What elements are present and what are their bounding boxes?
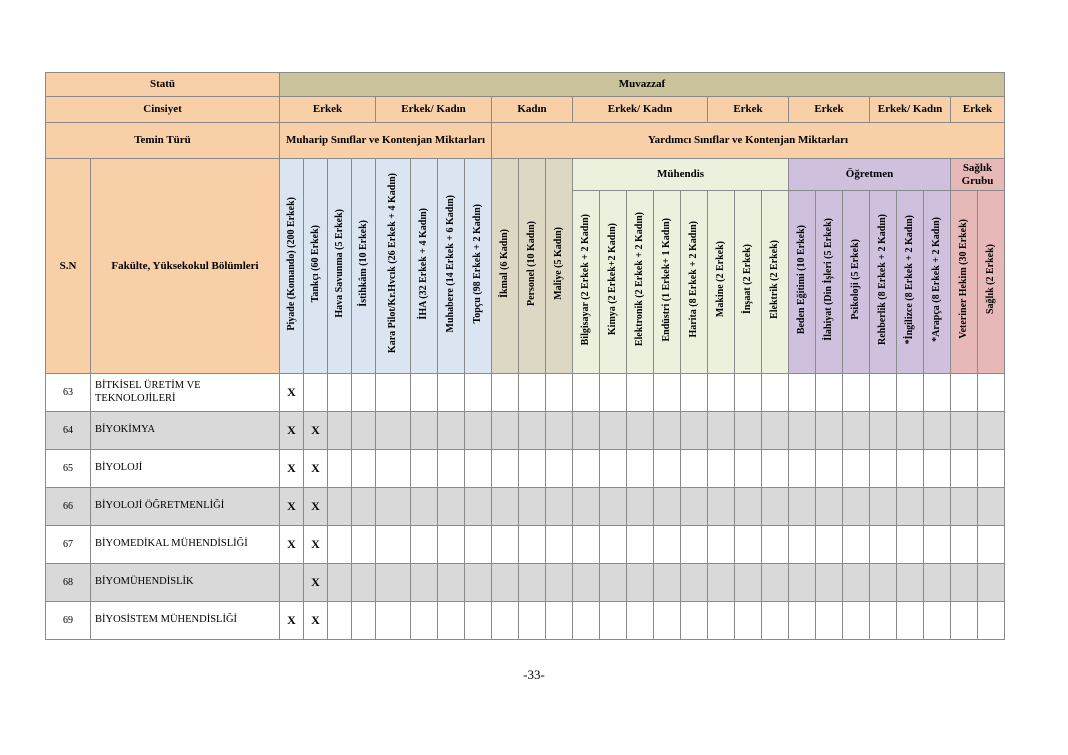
temin-label: Temin Türü (46, 123, 280, 159)
cinsiyet-group: Erkek (789, 97, 870, 123)
quota-cell (762, 450, 789, 488)
quota-cell (951, 602, 978, 640)
quota-cell (600, 412, 627, 450)
quota-cell (789, 526, 816, 564)
quota-cell (843, 450, 870, 488)
ogretmen-group-header: Öğretmen (789, 159, 951, 191)
column-header: Psikoloji (5 Erkek) (843, 191, 870, 374)
quota-cell (438, 488, 465, 526)
quota-cell (352, 564, 376, 602)
quota-cell (352, 374, 376, 412)
quota-cell (546, 412, 573, 450)
quota-cell (546, 564, 573, 602)
quota-cell (951, 450, 978, 488)
quota-cell (708, 602, 735, 640)
quota-cell (897, 374, 924, 412)
column-header: Personel (10 Kadın) (519, 159, 546, 374)
quota-cell (600, 564, 627, 602)
row-sn: 66 (46, 488, 91, 526)
row-sn: 68 (46, 564, 91, 602)
quota-cell (924, 450, 951, 488)
quota-cell (681, 374, 708, 412)
quota-cell (816, 412, 843, 450)
quota-cell (352, 450, 376, 488)
row-department: BİYOLOJİ ÖĞRETMENLİĞİ (91, 488, 280, 526)
quota-cell (951, 488, 978, 526)
quota-cell (411, 450, 438, 488)
table-row (46, 564, 1005, 602)
statu-value: Muvazzaf (280, 73, 1005, 97)
row-department: BİYOLOJİ (91, 450, 280, 488)
quota-cell (376, 488, 411, 526)
column-header: İkmal (6 Kadın) (492, 159, 519, 374)
quota-cell (376, 526, 411, 564)
quota-cell (328, 526, 352, 564)
quota-cell (681, 564, 708, 602)
quota-cell (708, 374, 735, 412)
quota-cell (735, 450, 762, 488)
column-header: Elektrik (2 Erkek) (762, 191, 789, 374)
table-row (46, 526, 1005, 564)
quota-cell (654, 412, 681, 450)
quota-cell (816, 564, 843, 602)
quota-cell (573, 488, 600, 526)
quota-cell (654, 526, 681, 564)
quota-cell (681, 602, 708, 640)
quota-cell (352, 602, 376, 640)
quota-cell (519, 488, 546, 526)
quota-cell (762, 374, 789, 412)
quota-cell (789, 374, 816, 412)
row-sn: 67 (46, 526, 91, 564)
column-header: Elektronik (2 Erkek + 2 Kadın) (627, 191, 654, 374)
column-header: *İngilizce (8 Erkek + 2 Kadın) (897, 191, 924, 374)
quota-cell (352, 526, 376, 564)
row-sn: 64 (46, 412, 91, 450)
quota-cell (411, 374, 438, 412)
quota-cell (627, 526, 654, 564)
quota-cell (492, 412, 519, 450)
quota-cell (573, 450, 600, 488)
quota-cell (708, 488, 735, 526)
quota-cell (978, 412, 1005, 450)
temin-muharip: Muharip Sınıflar ve Kontenjan Miktarları (280, 123, 492, 159)
quota-cell (328, 374, 352, 412)
cinsiyet-group: Erkek (951, 97, 1005, 123)
quota-cell (438, 450, 465, 488)
row-department: BİYOSİSTEM MÜHENDİSLİĞİ (91, 602, 280, 640)
quota-cell (843, 564, 870, 602)
column-header: Harita (8 Erkek + 2 Kadın) (681, 191, 708, 374)
quota-cell: X (304, 412, 328, 450)
page-number: -33- (523, 667, 545, 682)
quota-cell (870, 374, 897, 412)
column-header: Tankçı (60 Erkek) (304, 159, 328, 374)
quota-cell (951, 526, 978, 564)
statu-label: Statü (46, 73, 280, 97)
quota-cell (627, 450, 654, 488)
quota-cell: X (304, 602, 328, 640)
quota-cell (465, 526, 492, 564)
quota-cell (519, 564, 546, 602)
quota-cell (924, 374, 951, 412)
quota-cell (762, 412, 789, 450)
muhendis-group-header: Mühendis (573, 159, 789, 191)
quota-cell: X (304, 488, 328, 526)
column-header: Maliye (5 Kadın) (546, 159, 573, 374)
quota-cell (519, 412, 546, 450)
column-header: Veteriner Hekim (30 Erkek) (951, 191, 978, 374)
quota-cell (735, 526, 762, 564)
quota-table (45, 72, 1005, 640)
quota-cell (816, 526, 843, 564)
quota-cell (681, 526, 708, 564)
quota-cell (870, 602, 897, 640)
table-row (46, 412, 1005, 450)
column-header: İlahiyat (Din İşleri (5 Erkek) (816, 191, 843, 374)
quota-cell (376, 412, 411, 450)
quota-cell (735, 602, 762, 640)
quota-cell (492, 374, 519, 412)
row-sn: 65 (46, 450, 91, 488)
quota-cell (573, 374, 600, 412)
quota-cell (789, 450, 816, 488)
quota-cell (654, 374, 681, 412)
quota-cell (519, 526, 546, 564)
quota-cell (627, 374, 654, 412)
quota-cell (843, 602, 870, 640)
quota-cell (654, 450, 681, 488)
quota-cell (627, 412, 654, 450)
quota-cell (708, 564, 735, 602)
sn-header: S.N (46, 159, 91, 374)
quota-cell (411, 488, 438, 526)
quota-cell (924, 526, 951, 564)
quota-cell (352, 412, 376, 450)
quota-cell (978, 374, 1005, 412)
quota-cell (789, 412, 816, 450)
quota-cell (465, 412, 492, 450)
quota-cell (870, 412, 897, 450)
quota-cell (924, 412, 951, 450)
quota-cell (627, 602, 654, 640)
quota-cell (376, 450, 411, 488)
quota-cell (519, 602, 546, 640)
quota-cell (735, 564, 762, 602)
quota-cell: X (304, 450, 328, 488)
quota-cell (789, 564, 816, 602)
quota-cell (708, 450, 735, 488)
quota-cell (681, 450, 708, 488)
quota-cell (411, 526, 438, 564)
temin-yardimci: Yardımcı Sınıflar ve Kontenjan Miktarları (492, 123, 1005, 159)
row-sn: 63 (46, 374, 91, 412)
quota-cell (546, 526, 573, 564)
column-header: Piyade (Komando) (200 Erkek) (280, 159, 304, 374)
quota-cell (843, 374, 870, 412)
quota-cell (681, 488, 708, 526)
quota-cell (573, 412, 600, 450)
column-header: Makine (2 Erkek) (708, 191, 735, 374)
cinsiyet-label: Cinsiyet (46, 97, 280, 123)
quota-cell (438, 564, 465, 602)
quota-cell (328, 412, 352, 450)
quota-cell (951, 564, 978, 602)
quota-cell (870, 526, 897, 564)
quota-cell (376, 602, 411, 640)
quota-cell (280, 564, 304, 602)
quota-cell (735, 488, 762, 526)
quota-cell (600, 374, 627, 412)
quota-cell (465, 488, 492, 526)
column-header: Hava Savunma (5 Erkek) (328, 159, 352, 374)
row-department: BİTKİSEL ÜRETİM VE TEKNOLOJİLERİ (91, 374, 280, 412)
cinsiyet-group: Erkek/ Kadın (870, 97, 951, 123)
column-header: Rehberlik (8 Erkek + 2 Kadın) (870, 191, 897, 374)
quota-cell (492, 564, 519, 602)
quota-cell (304, 374, 328, 412)
quota-cell (924, 564, 951, 602)
quota-cell (897, 602, 924, 640)
cinsiyet-group: Erkek/ Kadın (573, 97, 708, 123)
saglik-group-header: Sağlık Grubu (951, 159, 1005, 191)
quota-cell (816, 488, 843, 526)
quota-cell (654, 602, 681, 640)
column-header: Bilgisayar (2 Erkek + 2 Kadın) (573, 191, 600, 374)
quota-cell (735, 374, 762, 412)
quota-cell (978, 564, 1005, 602)
column-header: İnşaat (2 Erkek) (735, 191, 762, 374)
quota-cell (870, 488, 897, 526)
quota-cell (328, 488, 352, 526)
quota-cell (897, 412, 924, 450)
quota-cell (328, 602, 352, 640)
quota-cell (546, 488, 573, 526)
quota-cell (546, 374, 573, 412)
row-department: BİYOKİMYA (91, 412, 280, 450)
quota-cell (762, 526, 789, 564)
quota-cell (573, 526, 600, 564)
quota-cell (573, 602, 600, 640)
quota-cell (600, 450, 627, 488)
quota-cell (843, 412, 870, 450)
quota-cell (978, 488, 1005, 526)
quota-cell (627, 488, 654, 526)
row-sn: 69 (46, 602, 91, 640)
quota-cell: X (280, 526, 304, 564)
quota-cell (465, 374, 492, 412)
quota-cell (924, 488, 951, 526)
quota-cell: X (304, 564, 328, 602)
quota-cell: X (280, 374, 304, 412)
quota-cell (600, 602, 627, 640)
quota-cell (492, 602, 519, 640)
quota-cell (789, 488, 816, 526)
column-header: Muhabere (14 Erkek + 6 Kadın) (438, 159, 465, 374)
column-header: Kimya (2 Erkek+2 Kadın) (600, 191, 627, 374)
quota-cell (519, 450, 546, 488)
quota-cell (328, 564, 352, 602)
quota-cell (816, 374, 843, 412)
quota-cell (465, 450, 492, 488)
column-header: *Arapça (8 Erkek + 2 Kadın) (924, 191, 951, 374)
quota-cell (951, 374, 978, 412)
quota-cell (762, 602, 789, 640)
column-header: Topçu (98 Erkek + 2 Kadın) (465, 159, 492, 374)
quota-cell: X (304, 526, 328, 564)
quota-cell (789, 602, 816, 640)
quota-cell (546, 602, 573, 640)
fakulte-header: Fakülte, Yüksekokul Bölümleri (91, 159, 280, 374)
quota-cell (654, 488, 681, 526)
quota-cell (951, 412, 978, 450)
quota-cell (352, 488, 376, 526)
quota-cell: X (280, 488, 304, 526)
quota-cell (708, 412, 735, 450)
quota-cell (735, 412, 762, 450)
quota-cell (708, 526, 735, 564)
quota-cell (978, 526, 1005, 564)
quota-cell (627, 564, 654, 602)
column-header: İHA (32 Erkek + 4 Kadın) (411, 159, 438, 374)
quota-cell (492, 488, 519, 526)
quota-cell (465, 602, 492, 640)
column-header: Sağlık (2 Erkek) (978, 191, 1005, 374)
quota-cell (870, 564, 897, 602)
row-department: BİYOMÜHENDİSLİK (91, 564, 280, 602)
quota-cell (328, 450, 352, 488)
quota-cell (897, 564, 924, 602)
quota-cell (924, 602, 951, 640)
cinsiyet-group: Erkek (280, 97, 376, 123)
quota-cell (762, 488, 789, 526)
quota-cell (492, 450, 519, 488)
quota-cell (411, 412, 438, 450)
quota-cell (519, 374, 546, 412)
cinsiyet-group: Kadın (492, 97, 573, 123)
quota-cell (438, 526, 465, 564)
quota-cell (438, 412, 465, 450)
column-header: Beden Eğitimi (10 Erkek) (789, 191, 816, 374)
quota-cell (376, 374, 411, 412)
quota-cell (843, 526, 870, 564)
quota-cell (376, 564, 411, 602)
quota-cell: X (280, 412, 304, 450)
quota-cell (897, 526, 924, 564)
row-department: BİYOMEDİKAL MÜHENDİSLİĞİ (91, 526, 280, 564)
quota-cell (978, 450, 1005, 488)
quota-cell (411, 564, 438, 602)
quota-cell (762, 564, 789, 602)
quota-cell (600, 488, 627, 526)
quota-cell (600, 526, 627, 564)
quota-cell (870, 450, 897, 488)
quota-cell (843, 488, 870, 526)
table-row (46, 374, 1005, 412)
table-row (46, 602, 1005, 640)
quota-cell (411, 602, 438, 640)
column-header: İstihkâm (10 Erkek) (352, 159, 376, 374)
column-header: Endüstri (1 Erkek+ 1 Kadın) (654, 191, 681, 374)
quota-cell (816, 450, 843, 488)
quota-cell (897, 488, 924, 526)
cinsiyet-group: Erkek/ Kadın (376, 97, 492, 123)
table-row (46, 450, 1005, 488)
cinsiyet-group: Erkek (708, 97, 789, 123)
quota-cell: X (280, 450, 304, 488)
quota-cell (438, 374, 465, 412)
quota-cell (546, 450, 573, 488)
column-header: Kara Pilot/Kr.Hvcık (26 Erkek + 4 Kadın) (376, 159, 411, 374)
quota-cell: X (280, 602, 304, 640)
quota-cell (978, 602, 1005, 640)
quota-cell (681, 412, 708, 450)
quota-cell (816, 602, 843, 640)
quota-cell (573, 564, 600, 602)
quota-cell (438, 602, 465, 640)
quota-cell (465, 564, 492, 602)
table-row (46, 488, 1005, 526)
quota-cell (492, 526, 519, 564)
quota-cell (654, 564, 681, 602)
quota-cell (897, 450, 924, 488)
